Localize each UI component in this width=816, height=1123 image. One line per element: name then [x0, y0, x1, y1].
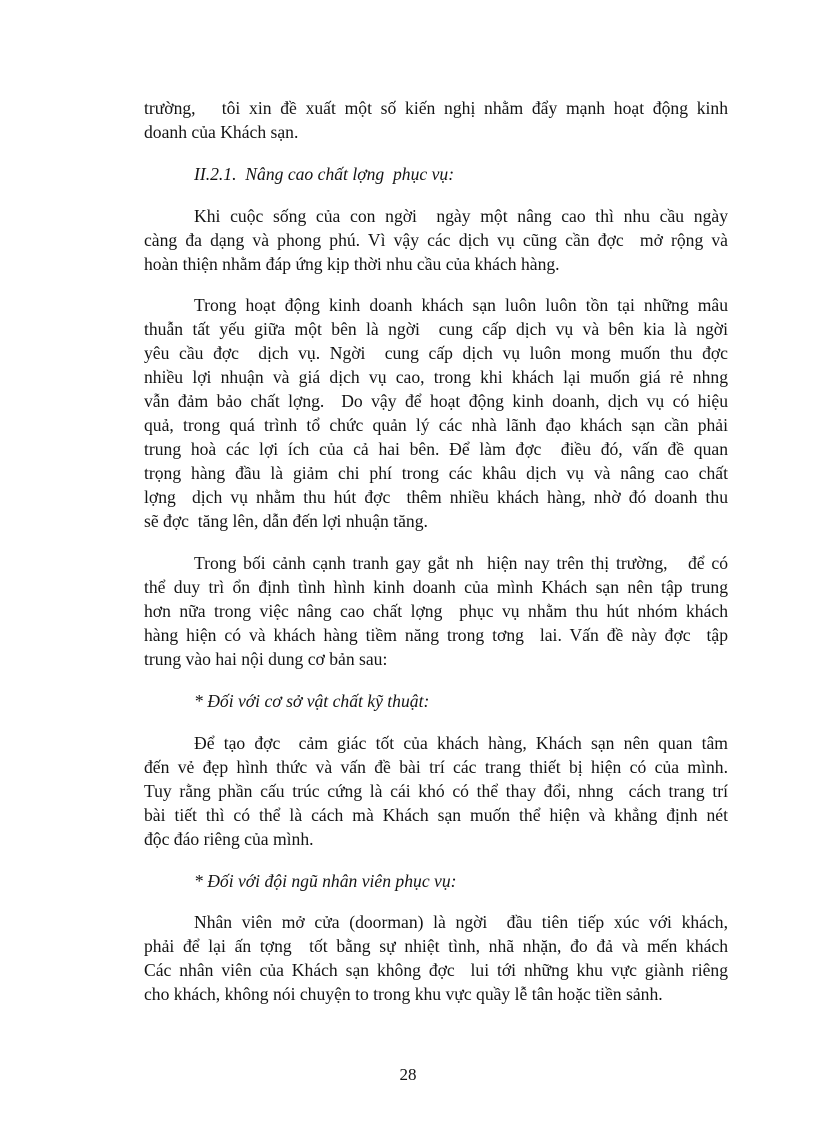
paragraph-line: đến vẻ đẹp hình thức và vấn đề bài trí các trang thiết bị hiện có của mình. — [144, 757, 728, 777]
intro-line: trường, tôi xin đề xuất một số kiến nghị nhằm đẩy mạnh hoạt động kinh — [144, 98, 728, 118]
paragraph-line: thể duy trì ổn định tình hình kinh doanh của mình Khách sạn nên tập trung — [144, 577, 728, 597]
paragraph-line: trọng hàng đầu là giảm chi phí trong các khâu dịch vụ và nâng cao chất — [144, 463, 728, 483]
paragraph-line: Khi cuộc sống của con ngời ngày một nâng cao thì nhu cầu ngày — [194, 206, 728, 226]
paragraph-line: lợng dịch vụ nhằm thu hút đợc thêm nhiều khách hàng, nhờ đó doanh thu — [144, 487, 728, 507]
paragraph-line: yêu cầu đợc dịch vụ. Ngời cung cấp dịch vụ luôn mong muốn thu đợc — [144, 343, 728, 363]
paragraph-line: Để tạo đợc cảm giác tốt của khách hàng, Khách sạn nên quan tâm — [194, 733, 728, 753]
intro-line: doanh của Khách sạn. — [144, 122, 299, 142]
subheading: * Đối với đội ngũ nhân viên phục vụ: — [194, 871, 457, 891]
paragraph-line: Các nhân viên của Khách sạn không đợc lui tới những khu vực giành riêng — [144, 960, 728, 980]
paragraph-line: Tuy rằng phần cấu trúc cứng là cái khó có thể thay đổi, nhng cách trang trí — [144, 781, 728, 801]
paragraph-line: quả, trong quá trình tổ chức quản lý các nhà lãnh đạo khách sạn cần phải — [144, 415, 728, 435]
paragraph-line: hoàn thiện nhằm đáp ứng kịp thời nhu cầu của khách hàng. — [144, 254, 560, 274]
section-heading: II.2.1. Nâng cao chất lợng phục vụ: — [194, 164, 455, 184]
paragraph-line: trung vào hai nội dung cơ bản sau: — [144, 649, 388, 669]
paragraph-line: càng đa dạng và phong phú. Vì vậy các dịch vụ cũng cần đợc mở rộng và — [144, 230, 728, 250]
paragraph-line: vẫn đảm bảo chất lợng. Do vậy để hoạt động kinh doanh, dịch vụ có hiệu — [144, 391, 728, 411]
paragraph-line: phải để lại ấn tợng tốt bằng sự nhiệt tình, nhã nhặn, đo đả và mến khách — [144, 936, 728, 956]
paragraph-line: sẽ đợc tăng lên, dẫn đến lợi nhuận tăng. — [144, 511, 428, 531]
paragraph-line: Nhân viên mở cửa (doorman) là ngời đầu tiên tiếp xúc với khách, — [194, 912, 728, 932]
paragraph-line: thuẫn tất yếu giữa một bên là ngời cung cấp dịch vụ và bên kia là ngời — [144, 319, 728, 339]
paragraph-line: Trong bối cảnh cạnh tranh gay gắt nh hiện nay trên thị trường, để có — [194, 553, 728, 573]
paragraph-line: Trong hoạt động kinh doanh khách sạn luôn luôn tồn tại những mâu — [194, 295, 728, 315]
subheading: * Đối với cơ sở vật chất kỹ thuật: — [194, 691, 430, 711]
page-number: 28 — [399, 1065, 417, 1084]
paragraph-line: trung hoà các lợi ích của cả hai bên. Để làm đợc điều đó, vấn đề quan — [144, 439, 728, 459]
paragraph-line: hàng hiện có và khách hàng tiềm năng trong tơng lai. Vấn đề này đợc tập — [144, 625, 728, 645]
paragraph-line: cho khách, không nói chuyện to trong khu vực quầy lễ tân hoặc tiền sảnh. — [144, 984, 663, 1004]
paragraph-line: nhiều lợi nhuận và giá dịch vụ cao, trong khi khách lại muốn giá rẻ nhng — [144, 367, 728, 387]
paragraph-line: độc đáo riêng của mình. — [144, 829, 314, 849]
paragraph-line: hơn nữa trong việc nâng cao chất lợng phục vụ nhằm thu hút nhóm khách — [144, 601, 728, 621]
paragraph-line: bài tiết thì có thể là cách mà Khách sạn muốn thể hiện và khẳng định nét — [144, 805, 728, 825]
